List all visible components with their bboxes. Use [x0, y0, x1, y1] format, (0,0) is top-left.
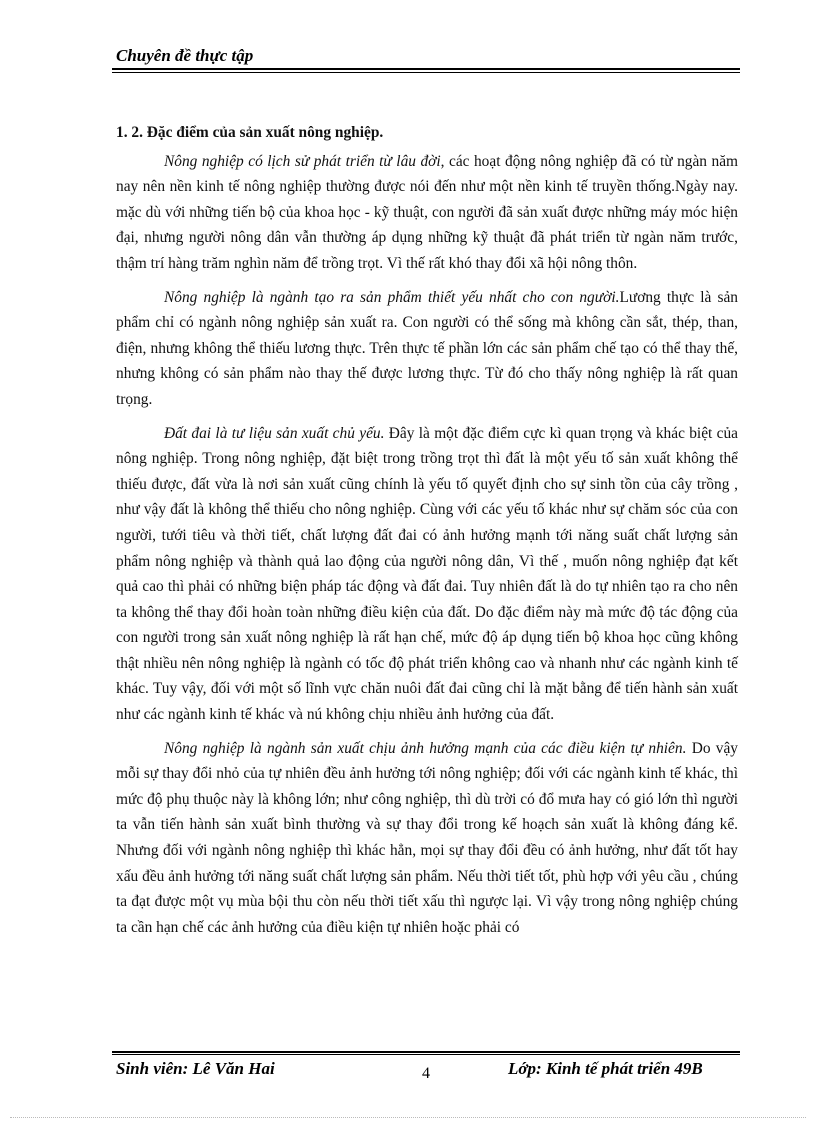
footer-student-name: Sinh viên: Lê Văn Hai — [116, 1059, 275, 1078]
document-body — [116, 120, 738, 948]
paragraph-lead: Nông nghiệp là ngành tạo ra sản phẩm thiết yếu nhất cho con người. — [164, 288, 620, 306]
paragraph — [116, 149, 738, 277]
header-divider-thin — [112, 72, 740, 73]
page-header-title: Chuyên đề thực tập — [116, 46, 254, 65]
page-edge-guide — [10, 1117, 806, 1118]
footer-divider — [112, 1051, 740, 1053]
paragraph-lead: Đất đai là tư liệu sản xuất chủ yếu. — [164, 424, 385, 442]
paragraph-body: , các hoạt động nông nghiệp đã có từ ngàn năm nay nên nền kinh tế nông nghiệp thường được nói đến như một nền kinh tế truyền thống.Ngày nay. mặc dù với những tiến bộ của khoa học - kỹ thuật, con người đã sản xuất được những máy móc hiện đại, nhưng người nông dân vẫn thường áp dụng những kỹ thuật đã phát triển từ ngàn năm trước, thậm trí hàng trăm nghìn năm để trồng trọt. Vì thế rất khó thay đổi xã hội nông thôn. — [116, 152, 738, 272]
paragraph-lead: Nông nghiệp là ngành sản xuất chịu ảnh hưởng mạnh của các điều kiện tự nhiên. — [164, 739, 687, 757]
section-heading: 1. 2. Đặc điểm của sản xuất nông nghiệp. — [116, 124, 384, 141]
header-divider — [112, 68, 740, 70]
paragraph — [116, 421, 738, 728]
footer-divider-thin — [112, 1054, 740, 1055]
paragraph — [116, 736, 738, 941]
page-number: 4 — [422, 1065, 430, 1082]
paragraph-body: Do vậy mỗi sự thay đổi nhỏ của tự nhiên đều ảnh hưởng tới nông nghiệp; đối với các ngành kinh tế khác, thì mức độ phụ thuộc này là không lớn; như công nghiệp, thì dù trời có đổ mưa hay có gió lớn thì người ta vẫn tiến hành sản xuất bình thường và sự thay đổi trong kế hoạch sản xuất là không đáng kể. Nhưng đối với ngành nông nghiệp thì khác hẳn, mọi sự thay đổi đều có ảnh hưởng, như đất tốt hay xấu đều ảnh hưởng tới năng suất chất lượng sản phẩm. Nếu thời tiết tốt, phù hợp với yêu cầu , chúng ta đạt được một vụ mùa bội thu còn nếu thời tiết xấu thì ngược lại. Vì vậy trong nông nghiệp chúng ta cần hạn chế các ảnh hưởng của điều kiện tự nhiên hoặc phải có — [116, 739, 738, 936]
paragraph-body: Đây là một đặc điểm cực kì quan trọng và khác biệt của nông nghiệp. Trong nông nghiệp, đặt biệt trong trồng trọt thì đất là một yếu tố sản xuất không thể thiếu được, đất vừa là nơi sản xuất cũng chính là yếu tố quyết định cho sự sinh tồn của cây trồng , như vậy đất là không thể thiếu cho nông nghiệp. Cùng với các yếu tố khác như sự chăm sóc của con người, tưới tiêu và thời tiết, chất lượng đất đai có ảnh hưởng mạnh tới năng suất chất lượng sản phẩm nông nghiệp và thành quả lao động của người nông dân, Vì thế , muốn nông nghiệp đạt kết quả cao thì phải có những biện pháp tác động và đất đai. Tuy nhiên đất là do tự nhiên tạo ra cho nên ta không thể thay đổi hoàn toàn những điều kiện của đất. Do đặc điểm này mà mức độ tác động của con người trong sản xuất nông nghiệp là rất hạn chế, mức độ áp dụng tiến bộ khoa học cũng không thật nhiều nên nông nghiệp là ngành có tốc độ phát triển không cao và nhanh như các ngành kinh tế khác. Tuy vậy, đối với một số lĩnh vực chăn nuôi đất đai cũng chỉ là mặt bằng để tiến hành sản xuất như các ngành kinh tế khác và nú không chịu nhiều ảnh hưởng của đất. — [116, 424, 738, 724]
paragraph-lead: Nông nghiệp có lịch sử phát triển từ lâu đời — [164, 152, 441, 170]
footer-class-name: Lớp: Kinh tế phát triển 49B — [508, 1059, 703, 1078]
paragraph-body: Lương thực là sản phẩm chỉ có ngành nông nghiệp sản xuất ra. Con người có thể sống mà không cần sắt, thép, than, điện, nhưng không thể thiếu lương thực. Trên thực tế phần lớn các sản phẩm chế tạo có thể thay thế, nhưng không có sản phẩm nào thay thế được lương thực. Từ đó cho thấy nông nghiệp là rất quan trọng. — [116, 288, 738, 408]
paragraph — [116, 285, 738, 413]
